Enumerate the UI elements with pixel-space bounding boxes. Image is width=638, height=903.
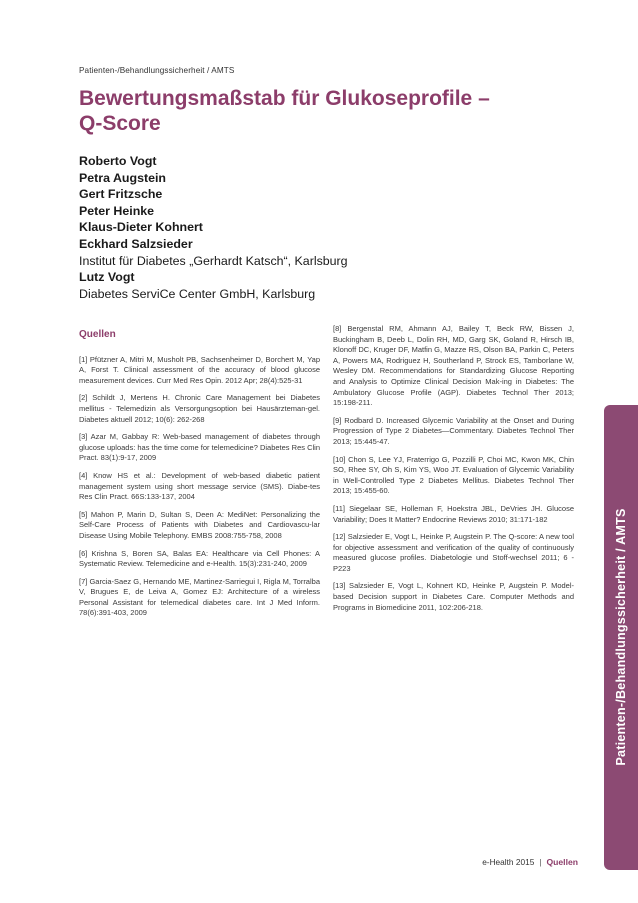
references-right-column bbox=[333, 324, 574, 620]
author-name: Petra Augstein bbox=[79, 170, 166, 185]
reference-item: [11] Siegelaar SE, Holleman F, Hoekstra JBL, DeVries JH. Glucose Variability; Does It Matter? Endocrine Reviews 2010; 31:171-182 bbox=[333, 503, 574, 524]
page-footer bbox=[482, 857, 578, 867]
footer-separator: | bbox=[539, 857, 542, 867]
author-name: Gert Fritzsche bbox=[79, 187, 163, 202]
reference-item: [5] Mahon P, Marin D, Sultan S, Deen A: MediNet: Personalizing the Self-Care Process of Patients with Diabetes and Cardiovascu-lar Disease Using Mobile Telephony. EMBS 2008:755-758, 2008 bbox=[79, 509, 320, 540]
section-side-tab bbox=[604, 405, 638, 870]
author-name: Peter Heinke bbox=[79, 203, 155, 218]
reference-item: [1] Pfützner A, Mitri M, Musholt PB, Sachsenheimer D, Borchert M, Yap A, Forst T. Clinical assessment of the accuracy of blood glucose measurement devices. Curr Med Res Opin. 2012 Apr; 28(4):525-31 bbox=[79, 354, 320, 385]
author-name: Eckhard Salzsieder bbox=[79, 236, 193, 251]
reference-item: [6] Krishna S, Boren SA, Balas EA: Healthcare via Cell Phones: A Systematic Review. Telemedicine and e-Health. 15(3):231-240, 2009 bbox=[79, 548, 320, 569]
references-heading: Quellen bbox=[79, 329, 116, 340]
reference-item: [8] Bergenstal RM, Ahmann AJ, Bailey T, Beck RW, Bissen J, Buckingham B, Deeb L, Dolin RH, MD, Garg SK, Goland R, Hirsch IB, Klonoff DC, Kruger DF, Matfin G, Mazze RS, Olson BA, Parkin C, Peters A, Powers MA, Rodriguez H, Southerland P, Strock ES, Tamborlane W, Wesley DM. Recommendations for Standardizing Glucose Reporting and Analysis to Optimize Clinical Decision Mak-ing in Diabetes: The Ambulatory Glucose Profile (AGP). Diabetes Technol Ther 2013; 15:198-211. bbox=[333, 324, 574, 408]
reference-item: [7] Garcia-Saez G, Hernando ME, Martinez-Sarriegui I, Rigla M, Torralba V, Brugues E, de Leiva A, Gomez EJ: Architecture of a wireless Personal Assistant for telemedical diabetes care. Int J Med Inform. 78(6):391-403, 2009 bbox=[79, 576, 320, 618]
author-name: Roberto Vogt bbox=[79, 154, 157, 168]
reference-item: [4] Know HS et al.: Development of web-based diabetic patient management system using short message service (SMS). Diabe-tes Res Clin Pract. 66S:133-137, 2004 bbox=[79, 470, 320, 502]
reference-item: [10] Chon S, Lee YJ, Fraterrigo G, Pozzilli P, Choi MC, Kwon MK, Chin SO, Rhee SY, Oh S, Kim YS, Woo JT. Evaluation of Glycemic Variability in Well-Controlled Type 2 Diabetes Mellitus. Diabetes Technol Ther 2013; 15:455-60. bbox=[333, 454, 574, 496]
author-name: Klaus-Dieter Kohnert bbox=[79, 220, 203, 235]
author-affiliation: Diabetes ServiCe Center GmbH, Karlsburg bbox=[79, 286, 316, 301]
reference-item: [9] Rodbard D. Increased Glycemic Variability at the Onset and During Progression of Type 2 Diabetes—Commentary. Diabetes Technol Ther 2013; 15:445-47. bbox=[333, 415, 574, 446]
author-affiliation: Institut für Diabetes „Gerhardt Katsch“, Karlsburg bbox=[79, 253, 348, 268]
title-line-1: Bewertungsmaßstab für Glukoseprofile – bbox=[79, 87, 490, 110]
footer-section: Quellen bbox=[546, 857, 578, 867]
references-left-column bbox=[79, 330, 320, 626]
reference-item: [2] Schildt J, Mertens H. Chronic Care Management bei Diabetes mellitus - Telemedizin als Versorgungsoption bei Hausärzteman-gel. Diabetes aktuell 2012; 10(6): 262-268 bbox=[79, 393, 320, 424]
article-title bbox=[79, 86, 579, 136]
section-kicker: Patienten-/Behandlungssicherheit / AMTS bbox=[79, 66, 235, 75]
title-line-2: Q-Score bbox=[79, 112, 161, 135]
author-list bbox=[79, 153, 348, 302]
reference-item: [12] Salzsieder E, Vogt L, Heinke P, Augstein P. The Q-score: A new tool for objective assessment and verification of the quality of continuously measured glucose profiles. Diabetologie und Stoff-wechsel 2011; 6 - P223 bbox=[333, 532, 574, 573]
reference-item: [3] Azar M, Gabbay R: Web-based management of diabetes through glucose uploads: has the time come for telemedicine? Diabetes Res Clin Pract. 83(1):9-17, 2009 bbox=[79, 432, 320, 463]
reference-item: [13] Salzsieder E, Vogt L, Kohnert KD, Heinke P, Augstein P. Model-based Decision support in Diabetes Care. Computer Methods and Programs in Biomedicine 2011, 102:206-218. bbox=[333, 581, 574, 612]
side-tab-label: Patienten-/Behandlungssicherheit / AMTS bbox=[614, 508, 628, 766]
author-name: Lutz Vogt bbox=[79, 270, 135, 285]
footer-journal: e-Health 2015 bbox=[482, 857, 535, 867]
